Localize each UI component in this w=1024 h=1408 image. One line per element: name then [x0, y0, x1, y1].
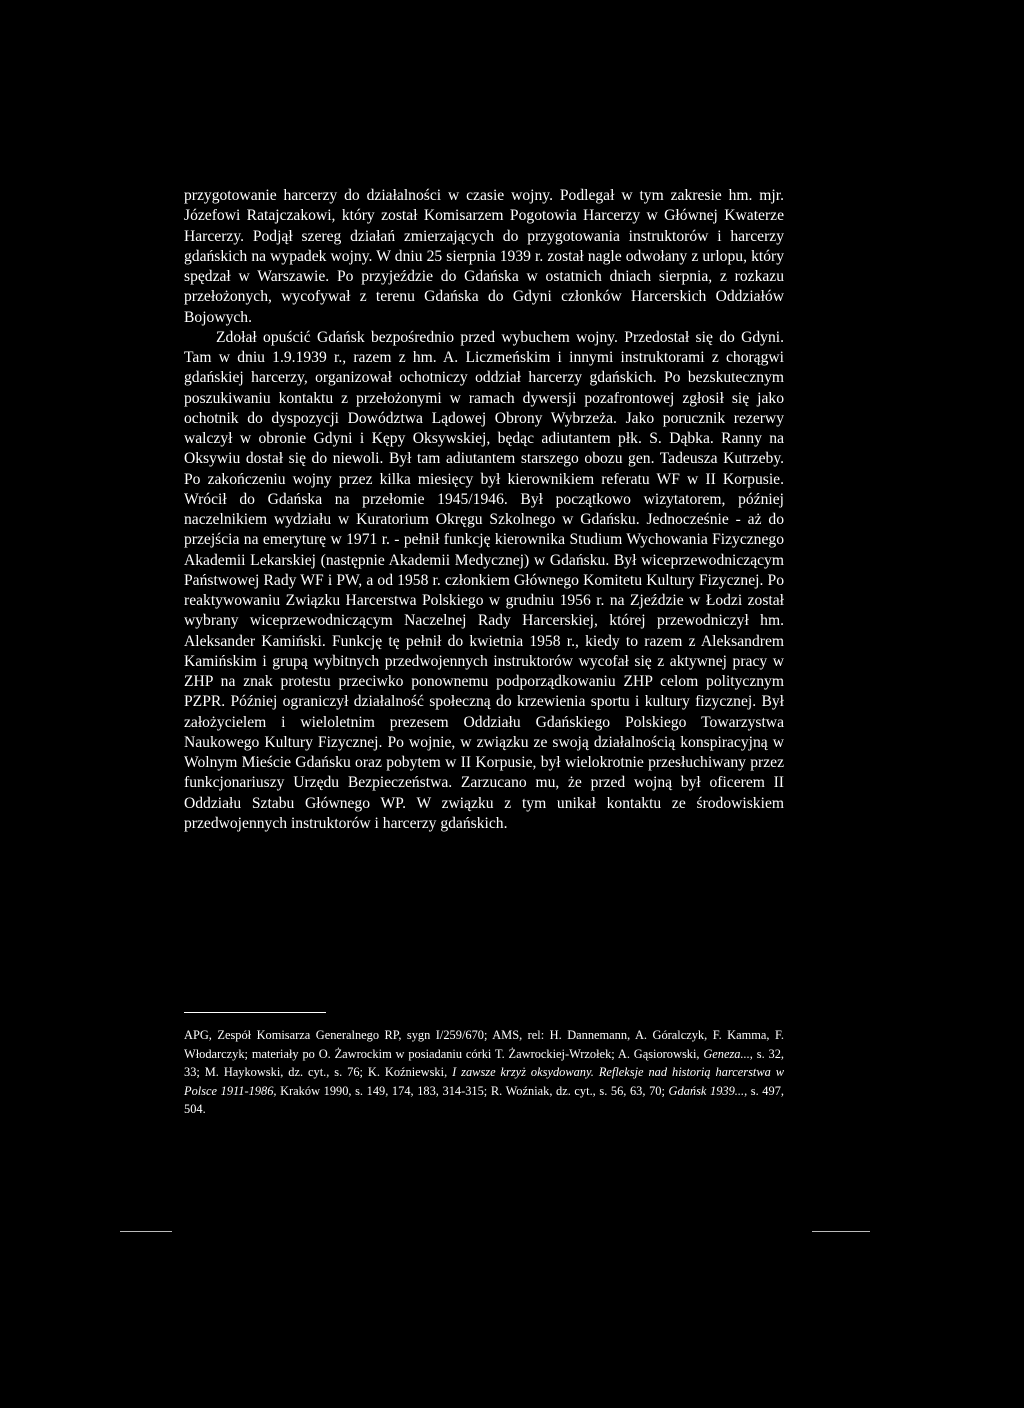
paragraph-1: przygotowanie harcerzy do działalności w czasie wojny. Podlegał w tym zakresie hm. mjr. Józefowi Ratajczakowi, który został Komisarzem Pogotowia Harcerzy w Głównej Kwaterze Harcerzy. Podjął szereg działań zmierzających do przygotowania instruktorów i harcerzy gdańskich na wypadek wojny. W dniu 25 sierpnia 1939 r. został nagle odwołany z urlopu, który spędzał w Warszawie. Po przyjeździe do Gdańska w ostatnich dniach sierpnia, z rozkazu przełożonych, wycofywał z terenu Gdańska do Gdyni członków Harcerskich Oddziałów Bojowych.: [184, 187, 784, 326]
footnote-part-4: , s. 497, 504.: [184, 1083, 784, 1116]
footnote-part-3: Kraków 1990, s. 149, 174, 183, 314-315; R. Woźniak, dz. cyt., s. 56, 63, 70;: [276, 1083, 669, 1098]
footnote-title-1: Geneza...: [703, 1046, 750, 1061]
footnote: [184, 1026, 784, 1119]
scan-edge-line-left: [120, 1231, 172, 1232]
footnote-title-2: I zawsze krzyż oksydowany. Refleksje nad historią harcerstwa w Polsce 1911-1986,: [184, 1065, 784, 1098]
footnote-part-2: , s. 32, 33; M. Haykowski, dz. cyt., s. 76; K. Koźniewski,: [184, 1046, 784, 1079]
footnote-title-3: Gdańsk 1939...: [668, 1083, 745, 1098]
footnote-text: [184, 1026, 784, 1119]
paragraph-2: Zdołał opuścić Gdańsk bezpośrednio przed wybuchem wojny. Przedostał się do Gdyni. Tam w dniu 1.9.1939 r., razem z hm. A. Liczmeńskim i innymi instruktorami z chorągwi gdańskiej harcerzy, organizował ochotniczy oddział harcerzy gdańskich. Po bezskutecznym poszukiwaniu kontaktu z przełożonymi w ramach dywersji pozafrontowej zgłosił się jako ochotnik do dyspozycji Dowództwa Lądowej Obrony Wybrzeża. Jako porucznik rezerwy walczył w obronie Gdyni i Kępy Oksywskiej, będąc adiutantem płk. S. Dąbka. Ranny na Oksywiu dostał się do niewoli. Był tam adiutantem starszego obozu gen. Tadeusza Kutrzeby. Po zakończeniu wojny przez kilka miesięcy był kierownikiem referatu WF w II Korpusie. Wrócił do Gdańska na przełomie 1945/1946. Był początkowo wizytatorem, później naczelnikiem wydziału w Kuratorium Okręgu Szkolnego w Gdańsku. Jednocześnie - aż do przejścia na emeryturę w 1971 r. - pełnił funkcję kierownika Studium Wychowania Fizycznego Akademii Lekarskiej (następnie Akademii Medycznej) w Gdańsku. Był wiceprzewodniczącym Państwowej Rady WF i PW, a od 1958 r. członkiem Głównego Komitetu Kultury Fizycznej. Po reaktywowaniu Związku Harcerstwa Polskiego w grudniu 1956 r. na Zjeździe w Łodzi został wybrany wiceprzewodniczącym Naczelnej Rady Harcerskiej, której przewodniczył hm. Aleksander Kamiński. Funkcję tę pełnił do kwietnia 1958 r., kiedy to razem z Aleksandrem Kamińskim i grupą wybitnych przedwojennych instruktorów wycofał się z aktywnej pracy w ZHP na znak protestu przeciwko ponownemu podporządkowaniu ZHP celom politycznym PZPR. Później ograniczył działalność społeczną do krzewienia sportu i kultury fizycznej. Był założycielem i wieloletnim prezesem Oddziału Gdańskiego Polskiego Towarzystwa Naukowego Kultury Fizycznej. Po wojnie, w związku ze swoją działalnością konspiracyjną w Wolnym Mieście Gdańsku oraz pobytem w II Korpusie, był wielokrotnie przesłuchiwany przez funkcjonariuszy Urzędu Bezpieczeństwa. Zarzucano mu, że przed wojną był oficerem II Oddziału Sztabu Głównego WP. W związku z tym unikał kontaktu ze środowiskiem przedwojennych instruktorów i harcerzy gdańskich.: [184, 328, 784, 832]
footnote-separator: [184, 1012, 326, 1013]
footnote-part-1: APG, Zespół Komisarza Generalnego RP, sygn I/259/670; AMS, rel: H. Dannemann, A. Góralczyk, F. Kamma, F. Włodarczyk; materiały po O. Żawrockim w posiadaniu córki T. Żawrockiej-Wrzołek; A. Gąsiorowski,: [184, 1028, 784, 1061]
scan-edge-line-right: [812, 1231, 870, 1232]
main-text: [184, 186, 784, 834]
